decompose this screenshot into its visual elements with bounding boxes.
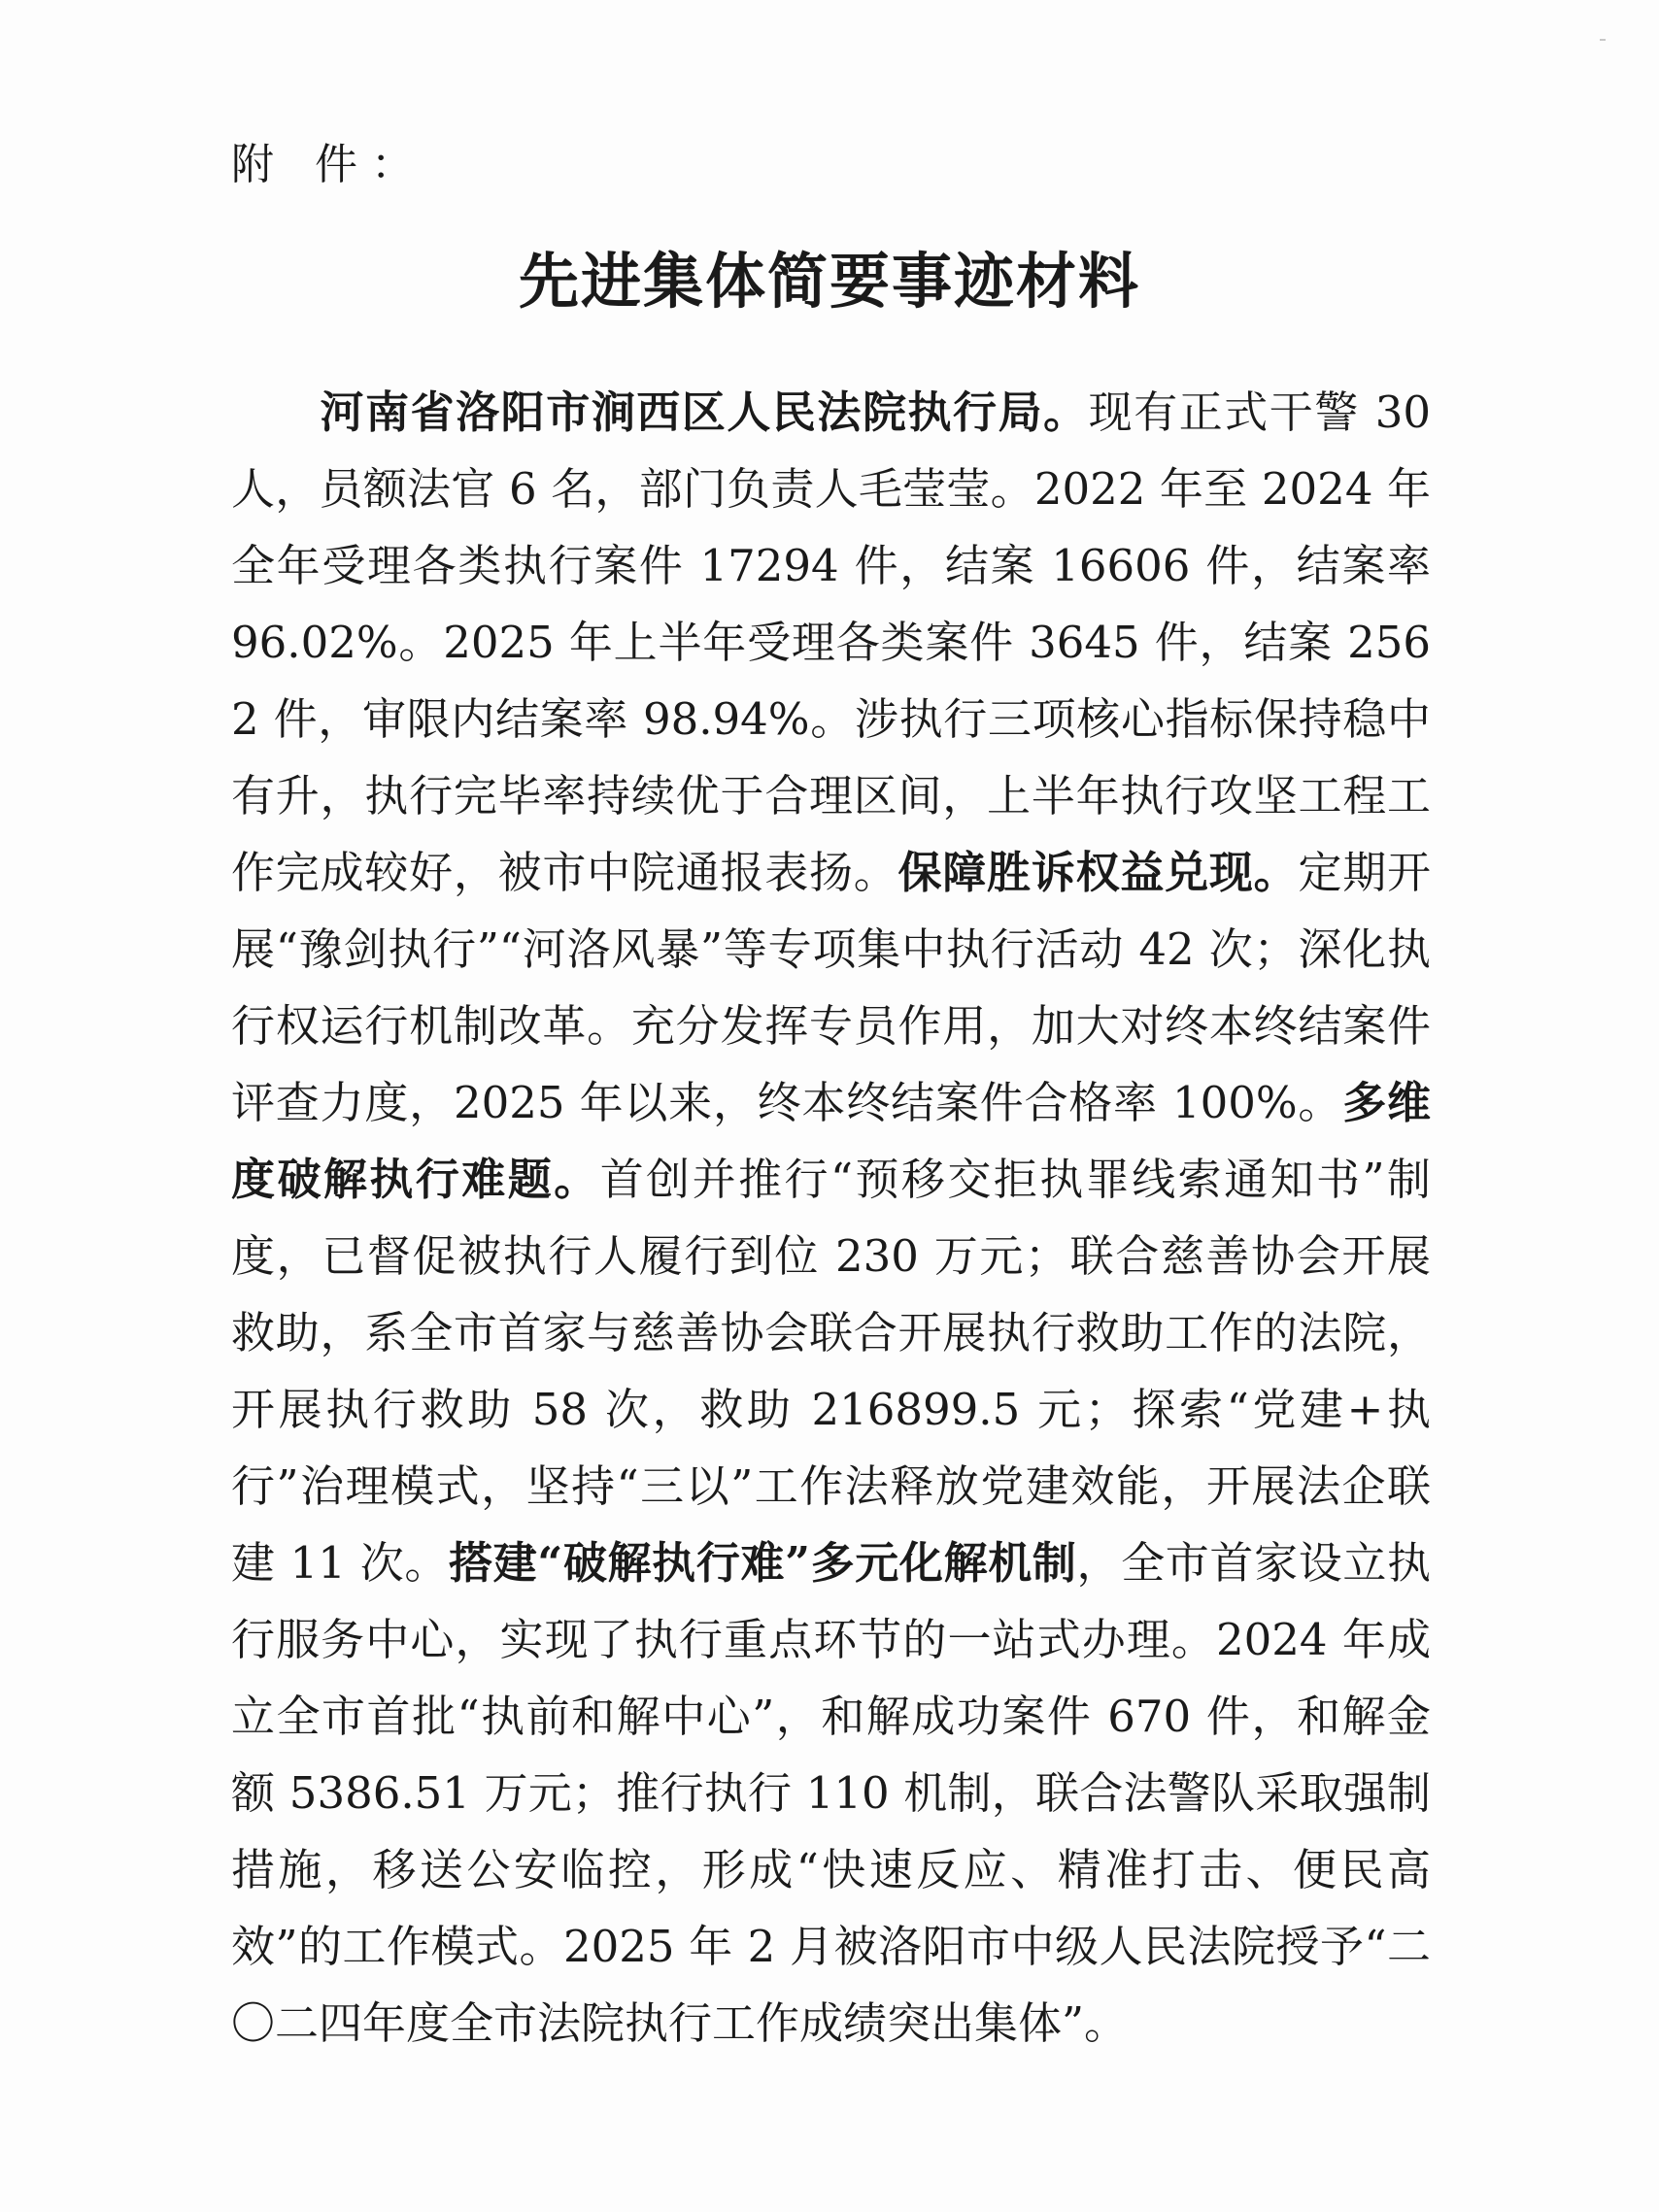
difficulties-text: 首创并推行“预移交拒执罪线索通知书”制度，已督促被执行人履行到位 230 万元；联合慈善协会开展救助，系全市首家与慈善协会联合开展执行救助工作的法院，开展执行救助 58 次，救助 216899.5 元；探索“党建+执行”治理模式，坚持“三以”工作法释放党建效能，开展法企联建 11 次。: [231, 1154, 1431, 1589]
intro-text: 现有正式干警 30 人，员额法官 6 名，部门负责人毛莹莹。2022 年至 2024 年全年受理各类执行案件 17294 件，结案 16606 件，结案率 96.02%。2025 年上半年受理各类案件 3645 件，结案 2562 件，审限内结案率 98.94%。涉执行三项核心指标保持稳中有升，执行完毕率持续优于合理区间，上半年执行攻坚工程工作完成较好，被市中院通报表扬。: [231, 386, 1431, 898]
document-title: 先进集体简要事迹材料: [518, 246, 1140, 317]
rights-text: 定期开展“豫剑执行”“河洛风暴”等专项集中执行活动 42 次；深化执行权运行机制改革。充分发挥专员作用，加大对终本终结案件评查力度，2025 年以来，终本终结案件合格率 100%。: [231, 847, 1431, 1128]
section-heading-mechanism: 搭建“破解执行难”多元化解机制: [449, 1537, 1077, 1589]
unit-name: 河南省洛阳市涧西区人民法院执行局。: [319, 386, 1089, 438]
mechanism-text: ，全市首家设立执行服务中心，实现了执行重点环节的一站式办理。2024 年成立全市首批“执前和解中心”，和解成功案件 670 件，和解金额 5386.51 万元；推行执行 110 机制，联合法警队采取强制措施，移送公安临控，形成“快速反应、精准打击、便民高效”的工作模式。2025 年 2 月被洛阳市中级人民法院授予“二〇二四年度全市法院执行工作成绩突出集体”。: [231, 1537, 1431, 2049]
section-heading-rights: 保障胜诉权益兑现。: [897, 847, 1299, 898]
section-heading-difficulties: 多维度破解执行难题。: [231, 1077, 1431, 1205]
body-paragraph: [231, 374, 1431, 2061]
scan-speck: [1600, 39, 1606, 41]
attachment-label: 附 件：: [231, 140, 427, 189]
